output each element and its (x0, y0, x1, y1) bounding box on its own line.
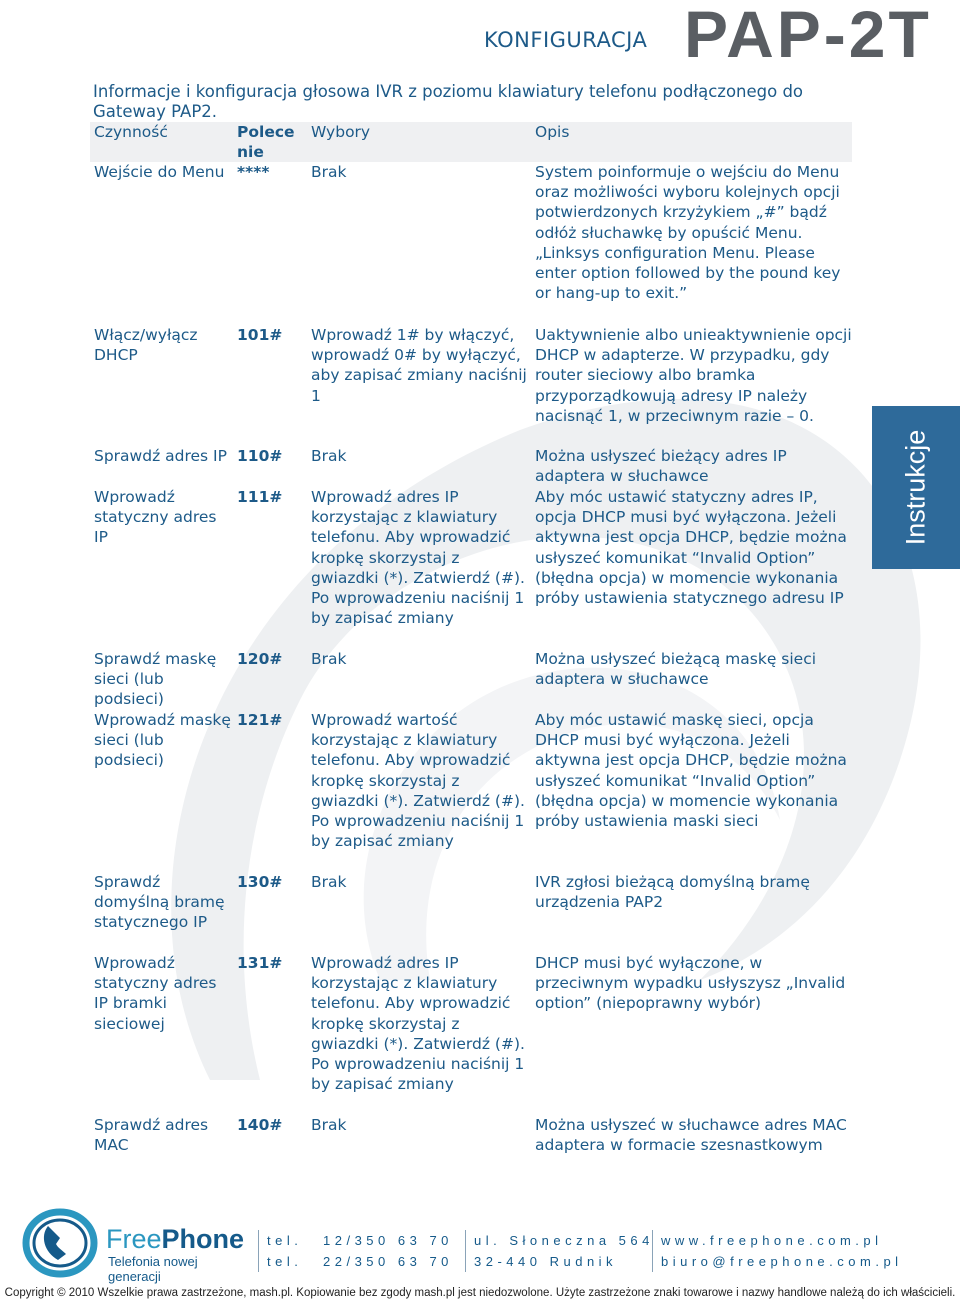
description-cell: DHCP musi być wyłączone, w przeciwnym wypadku usłyszysz „Invalid option” (niepoprawny wybór) (535, 954, 846, 1013)
command-cell: 140# (237, 1116, 283, 1134)
command-cell: 111# (237, 488, 283, 506)
description-cell: Można usłyszeć bieżącą maskę sieci adaptera w słuchawce (535, 650, 817, 689)
table-row (90, 710, 852, 872)
options-cell: Brak (311, 447, 347, 465)
description-cell: Można usłyszeć bieżący adres IP adaptera w słuchawce (535, 447, 787, 486)
intro-text: Informacje i konfiguracja głosowa IVR z poziomu klawiatury telefonu podłączonego do Gateway PAP2. (93, 82, 804, 121)
ivr-command-table (90, 122, 852, 1177)
action-cell: Sprawdź adres IP (94, 447, 227, 465)
table-row (90, 325, 852, 446)
brand-name (106, 1225, 244, 1253)
column-header: Opis (535, 123, 570, 141)
options-cell: Brak (311, 1116, 347, 1134)
phone-handset-icon (22, 1208, 102, 1278)
description-cell: Aby móc ustawić statyczny adres IP, opcja DHCP musi być wyłączona. Jeżeli aktywna jest opcja DHCP, będzie można usłyszeć komunikat “Invalid Option” (błędna opcja) w momencie wykonania próby ustawienia statycznego adresu IP (535, 488, 847, 608)
model-title: PAP-2T (684, 0, 932, 71)
phone-number[interactable]: 22/350 63 70 (323, 1254, 453, 1269)
options-cell: Brak (311, 650, 347, 668)
action-cell: Włącz/wyłącz DHCP (94, 326, 198, 365)
table-row (90, 1115, 852, 1177)
action-cell: Wprowadź statyczny adres IP (94, 488, 217, 547)
description-cell: Można usłyszeć w słuchawce adres MAC adaptera w formacie szesnastkowym (535, 1116, 847, 1155)
footer-phones (258, 1230, 453, 1272)
address-city: 32-440 Rudnik (474, 1254, 618, 1269)
brand-name-phone: Phone (161, 1224, 245, 1254)
command-cell: 121# (237, 711, 283, 729)
command-cell: 120# (237, 650, 283, 668)
phone-number[interactable]: 12/350 63 70 (323, 1233, 453, 1248)
column-header: Polece nie (237, 123, 295, 162)
options-cell: Wprowadź adres IP korzystając z klawiatury telefonu. Aby wprowadzić kropkę skorzystaj z gwiazdki (*). Zatwierdź (#). Po wprowadzeniu naciśnij 1 by zapisać zmiany (311, 954, 525, 1094)
table-row (90, 487, 852, 649)
email-link[interactable]: biuro@freephone.com.pl (661, 1254, 903, 1269)
instructions-tab (872, 406, 960, 569)
table-row (90, 446, 852, 487)
command-cell: 110# (237, 447, 283, 465)
command-cell: 131# (237, 954, 283, 972)
action-cell: Sprawdź domyślną bramę statycznego IP (94, 873, 225, 932)
options-cell: Wprowadź wartość korzystając z klawiatury telefonu. Aby wprowadzić kropkę skorzystaj z gwiazdki (*). Zatwierdź (#). Po wprowadzeniu naciśnij 1 by zapisać zmiany (311, 711, 525, 851)
action-cell: Wprowadź maskę sieci (lub podsieci) (94, 711, 231, 770)
command-cell: **** (237, 163, 270, 181)
column-header: Wybory (311, 123, 371, 141)
table-row (90, 953, 852, 1115)
table-row (90, 649, 852, 710)
description-cell: IVR zgłosi bieżącą domyślną bramę urządzenia PAP2 (535, 873, 810, 912)
description-cell: Uaktywnienie albo unieaktywnienie opcji DHCP w adapterze. W przypadku, gdy router sieciowy albo bramka przyporządkowują adresy IP należy nacisnąć 1, w przeciwnym razie – 0. (535, 326, 852, 425)
freephone-logo (22, 1208, 252, 1284)
table-row (90, 872, 852, 953)
options-cell: Brak (311, 163, 347, 181)
brand-name-free: Free (106, 1224, 162, 1254)
section-title: KONFIGURACJA (484, 28, 648, 52)
command-cell: 130# (237, 873, 283, 891)
action-cell: Wprowadź statyczny adres IP bramki sieciowej (94, 954, 217, 1033)
brand-tagline: Telefonia nowej generacji (108, 1254, 198, 1284)
phone-label: tel. (267, 1233, 303, 1248)
website-link[interactable]: www.freephone.com.pl (661, 1233, 883, 1248)
options-cell: Wprowadź adres IP korzystając z klawiatury telefonu. Aby wprowadzić kropkę skorzystaj z gwiazdki (*). Zatwierdź (#). Po wprowadzeniu naciśnij 1 by zapisać zmiany (311, 488, 525, 628)
address-street: ul. Słoneczna 564 (474, 1233, 654, 1248)
options-cell: Brak (311, 873, 347, 891)
description-cell: System poinformuje o wejściu do Menu oraz możliwości wyboru kolejnych opcji potwierdzonych krzyżykiem „#” bądź odłóż słuchawkę by opuścić Menu. „Linksys configuration Menu. Please enter option followed by the pound key or hang-up to exit.” (535, 163, 841, 303)
instructions-tab-label: Instrukcje (900, 429, 931, 546)
footer-address (465, 1230, 654, 1272)
copyright-notice: Copyright © 2010 Wszelkie prawa zastrzeżone, mash.pl. Kopiowanie bez zgody mash.pl jest niedozwolone. Użyte zastrzeżone znaki towarowe i nazwy handlowe należą do ich właścicieli. (0, 1284, 960, 1303)
column-header: Czynność (94, 123, 168, 141)
action-cell: Sprawdź maskę sieci (lub podsieci) (94, 650, 217, 709)
phone-label: tel. (267, 1254, 303, 1269)
command-cell: 101# (237, 326, 283, 344)
table-header-row (90, 122, 852, 162)
options-cell: Wprowadź 1# by włączyć, wprowadź 0# by wyłączyć, aby zapisać zmiany naciśnij 1 (311, 326, 527, 405)
footer-web (652, 1230, 903, 1272)
description-cell: Aby móc ustawić maskę sieci, opcja DHCP musi być wyłączona. Jeżeli aktywna jest opcja DHCP, będzie można usłyszeć komunikat “Invalid Option” (błędna opcja) w momencie wykonania próby ustawienia maski sieci (535, 711, 847, 831)
table-row (90, 162, 852, 325)
action-cell: Wejście do Menu (94, 163, 225, 181)
action-cell: Sprawdź adres MAC (94, 1116, 209, 1155)
